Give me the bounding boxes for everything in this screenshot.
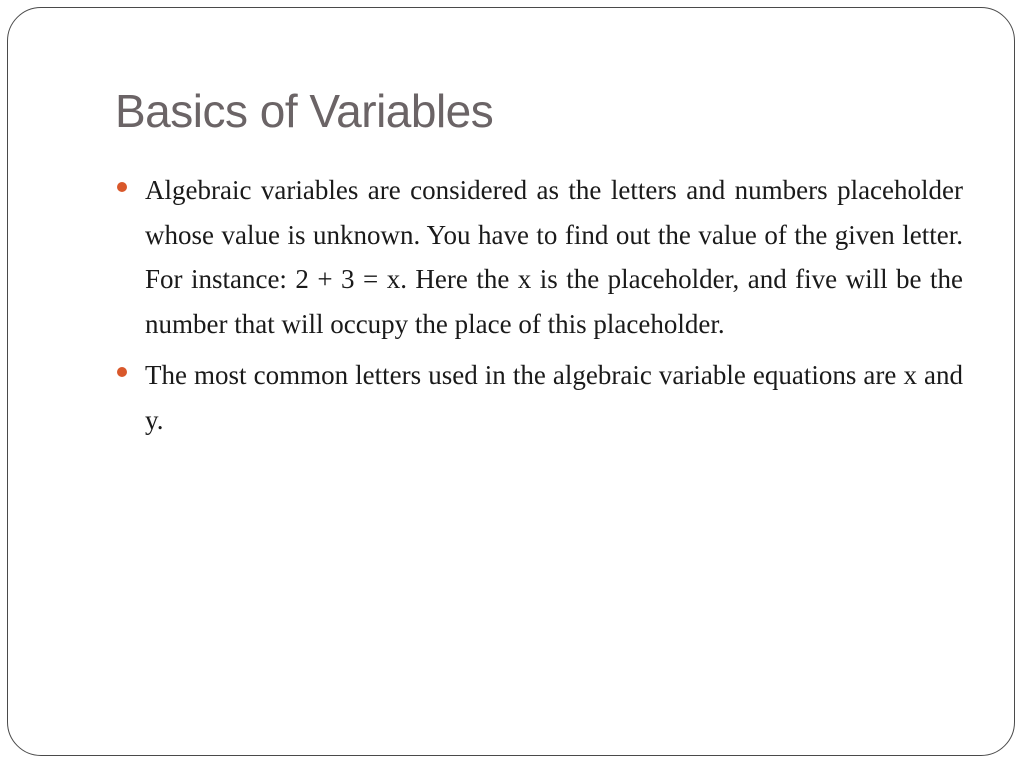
bullet-dot-icon <box>117 182 127 192</box>
bullet-text: Algebraic variables are considered as the letters and numbers placeholder whose value is unknown. You have to find out the value of the given letter. For instance: 2 + 3 = x. Here the x is the placeholder, and five will be the number that will occupy the place of this placeholder. <box>145 175 963 339</box>
slide-title: Basics of Variables <box>115 85 494 137</box>
bullet-dot-icon <box>117 367 127 377</box>
bullet-text: The most common letters used in the algebraic variable equations are x and y. <box>145 360 963 435</box>
bullet-list <box>145 168 963 449</box>
bullet-item-variables-definition <box>145 168 963 346</box>
bullet-item-common-letters <box>145 353 963 442</box>
